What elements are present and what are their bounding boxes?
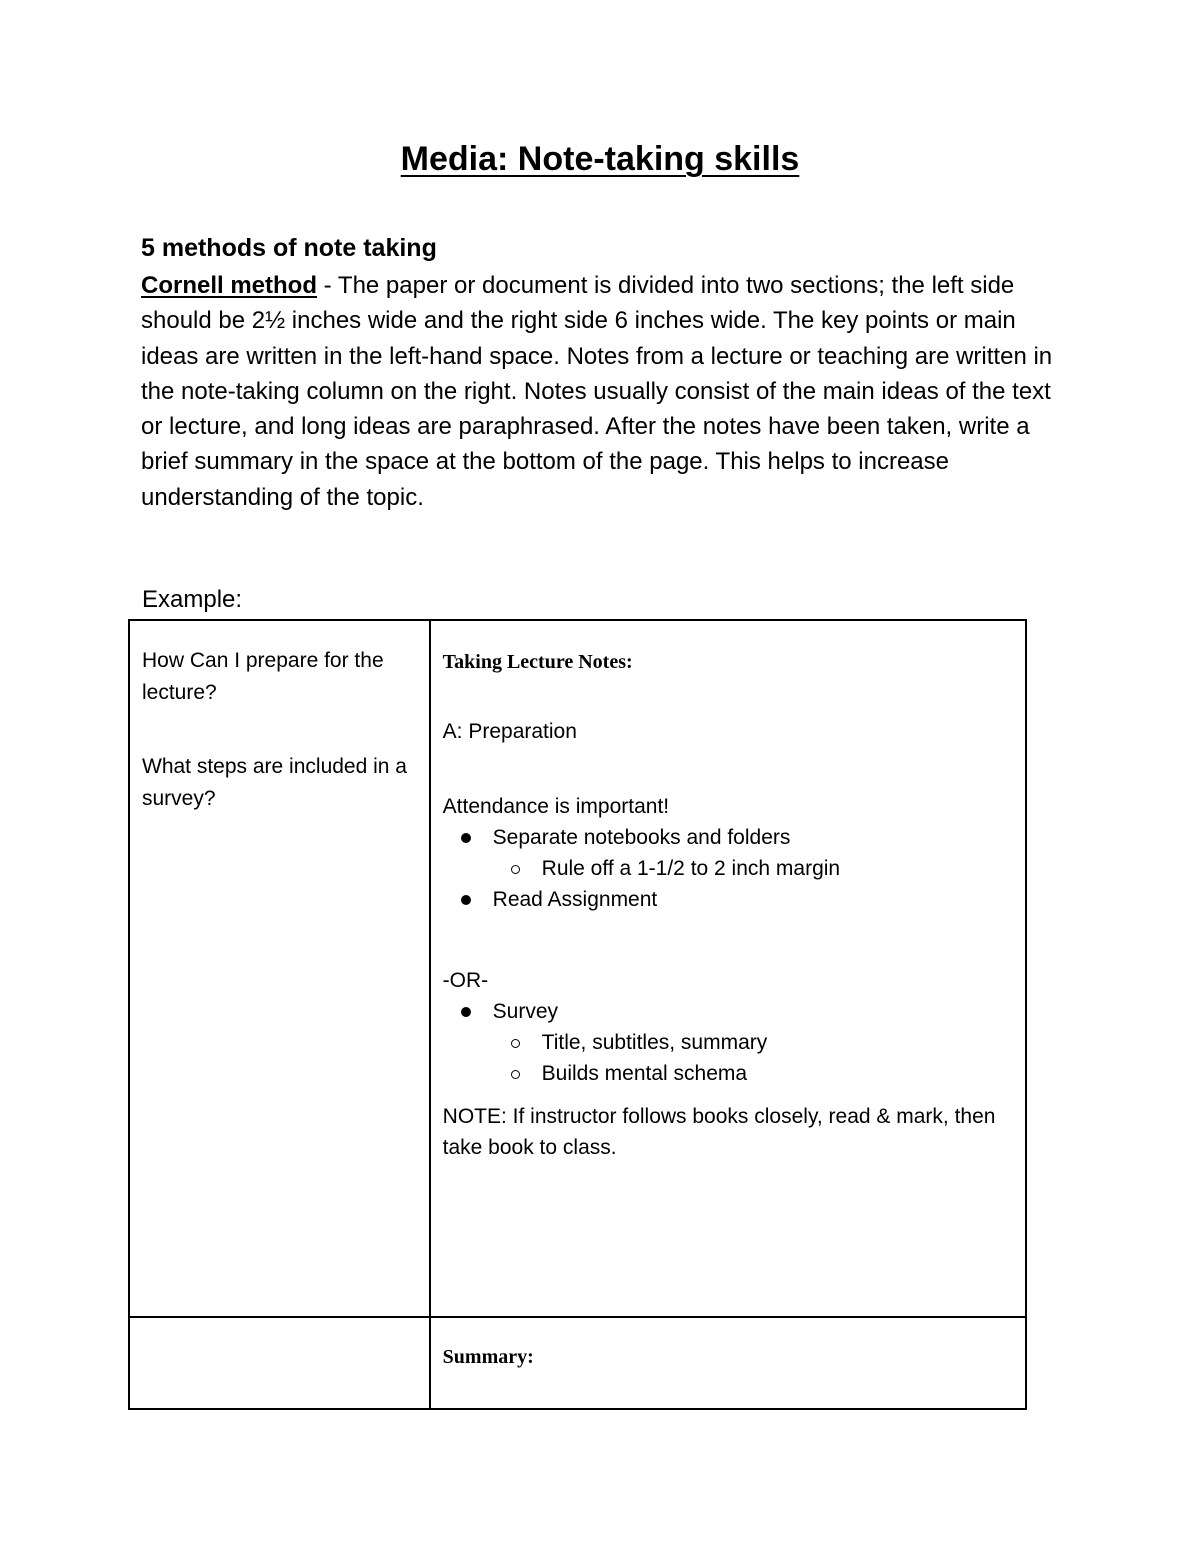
bullet-dot-icon (461, 895, 471, 905)
sub-list-item (493, 1027, 1013, 1058)
method-name: Cornell method (141, 272, 318, 299)
list-item (443, 884, 1013, 915)
sub-list-item-text: Title, subtitles, summary (541, 1031, 768, 1054)
sub-list (493, 853, 1013, 884)
cue-column-cell (129, 620, 430, 1317)
summary-label: Summary: (442, 1346, 534, 1368)
list-item (443, 822, 1013, 884)
bullet-dot-icon (461, 833, 471, 843)
instructor-note: NOTE: If instructor follows books closely, read & mark, then take book to class. (442, 1105, 996, 1159)
bullet-ring-icon (511, 865, 520, 874)
sub-list-item-text: Builds mental schema (541, 1062, 748, 1085)
bullet-ring-icon (511, 1070, 520, 1079)
sub-list-item-text: Rule off a 1-1/2 to 2 inch margin (541, 857, 841, 880)
section-heading: 5 methods of note taking (141, 234, 437, 262)
notes-column-cell (430, 620, 1026, 1317)
sub-list-item (493, 1058, 1013, 1089)
list-item-text: Read Assignment (492, 888, 658, 911)
notes-heading: Taking Lecture Notes: (442, 651, 633, 673)
section-a-label: A: Preparation (442, 720, 577, 743)
list-item (443, 996, 1013, 1089)
bullet-dot-icon (461, 1007, 471, 1017)
example-label: Example: (142, 586, 243, 613)
bullet-ring-icon (511, 1039, 520, 1048)
cue-question: What steps are included in a survey? (142, 755, 407, 810)
page-title: Media: Note-taking skills (400, 140, 800, 178)
summary-row (129, 1317, 1026, 1409)
list-item-text: Separate notebooks and folders (492, 826, 791, 849)
preparation-list (443, 822, 1013, 915)
cue-question: How Can I prepare for the lecture? (142, 649, 384, 704)
list-item-text: Survey (492, 1000, 559, 1023)
survey-list (443, 996, 1013, 1089)
sub-list-item (493, 853, 1013, 884)
summary-cell (430, 1317, 1026, 1409)
main-notes-row (129, 620, 1026, 1317)
cornell-example-table (128, 619, 1027, 1410)
summary-left-cell (129, 1317, 430, 1409)
or-divider: -OR- (442, 969, 489, 992)
cornell-method-paragraph (141, 268, 1071, 515)
method-description: - The paper or document is divided into two sections; the left side should be 2½ inches wide and the right side 6 inches wide. The key points or main ideas are written in the left-hand space. Notes from a lecture or teaching are written in the note-taking column on the right. Notes usually consist of the main ideas of the text or lecture, and long ideas are paraphrased. After the notes have been taken, write a brief summary in the space at the bottom of the page. This helps to increase understanding of the topic. (141, 272, 1053, 511)
attendance-note: Attendance is important! (442, 795, 670, 818)
sub-list (493, 1027, 1013, 1089)
